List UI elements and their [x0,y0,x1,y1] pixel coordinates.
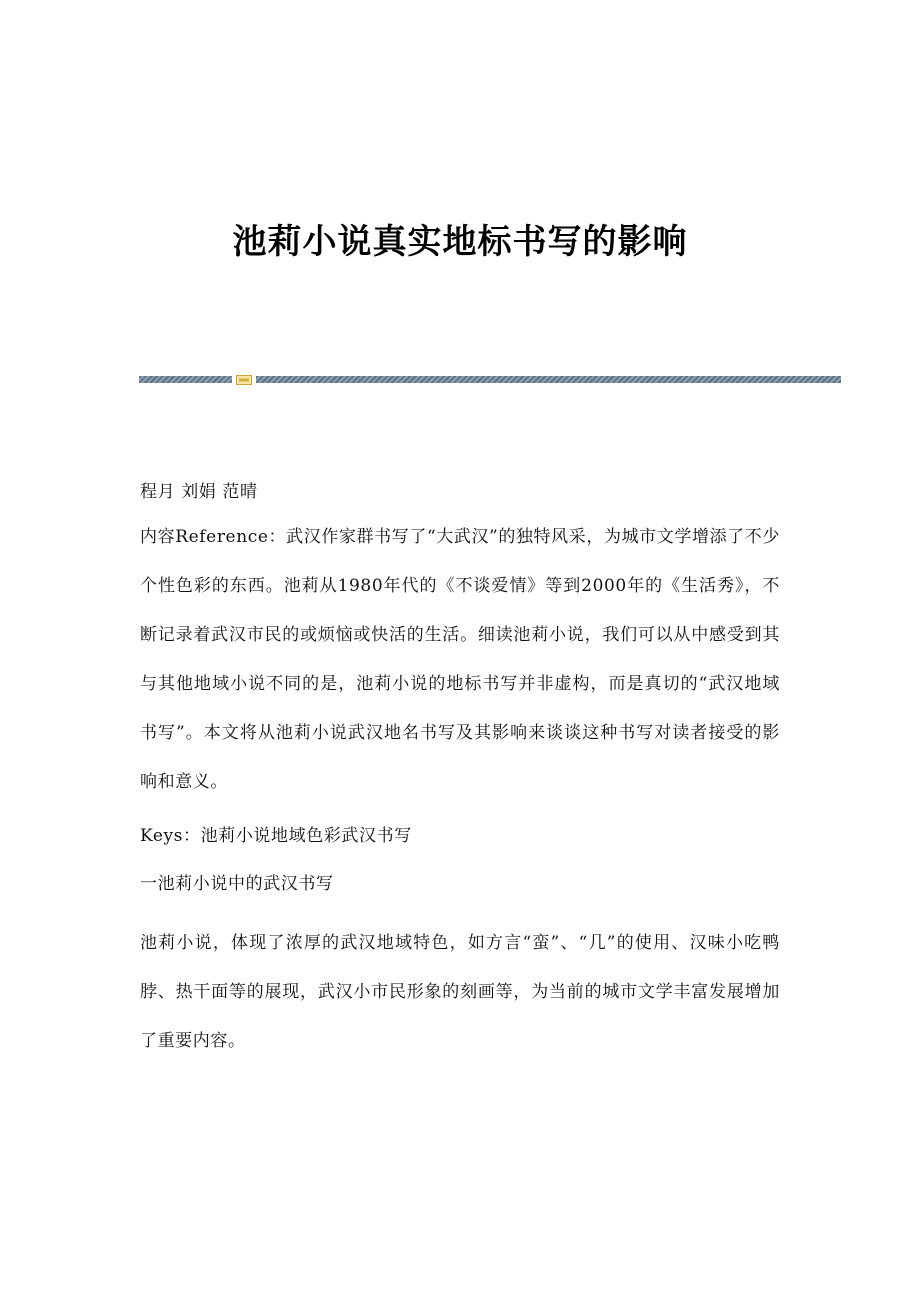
body-paragraph: 池莉小说，体现了浓厚的武汉地域特色，如方言“蛮”、“几”的使用、汉味小吃鸭脖、热干面等的展现，武汉小市民形象的刻画等，为当前的城市文学丰富发展增加了重要内容。 [140,933,780,1051]
section-heading: 一池莉小说中的武汉书写 [140,874,334,894]
divider-bar-right [256,376,841,383]
divider-bar-left [139,376,232,383]
title-divider [139,375,841,385]
document-title: 池莉小说真实地标书写的影响 [232,222,688,262]
author-line: 程月 刘娟 范晴 [140,482,258,502]
keywords-line: Keys：池莉小说地域色彩武汉书写 [140,826,412,846]
divider-emblem-icon [236,375,252,385]
abstract-paragraph: 内容Reference：武汉作家群书写了“大武汉”的独特风采，为城市文学增添了不少个性色彩的东西。池莉从1980年代的《不谈爱情》等到2000年的《生活秀》，不断记录着武汉市民的或烦恼或快活的生活。细读池莉小说，我们可以从中感受到其与其他地域小说不同的是，池莉小说的地标书写并非虚构，而是真切的“武汉地域书写”。本文将从池莉小说武汉地名书写及其影响来谈谈这种书写对读者接受的影响和意义。 [140,527,780,792]
